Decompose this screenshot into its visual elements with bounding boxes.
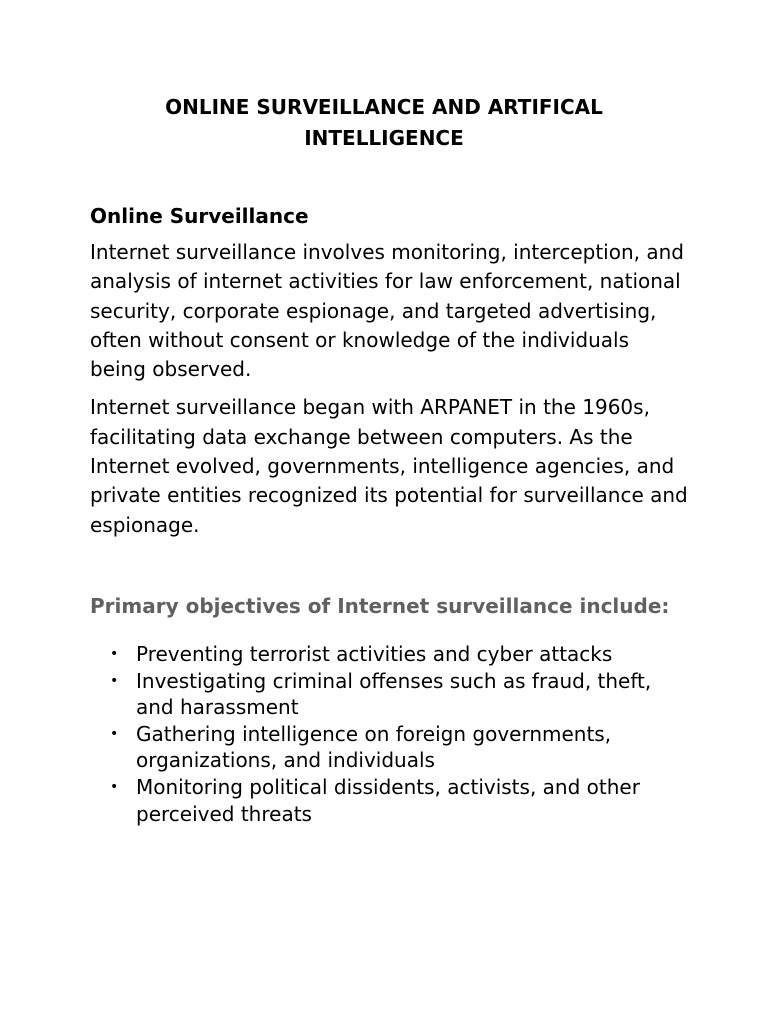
document-title: ONLINE SURVEILLANCE AND ARTIFICAL INTELLIGENCE bbox=[165, 95, 603, 150]
objectives-heading: Primary objectives of Internet surveillance include: bbox=[90, 593, 670, 618]
paragraph-1: Internet surveillance involves monitoring, interception, and analysis of internet activities for law enforcement, national security, corporate espionage, and targeted advertising, often without consent or knowledge of the individuals being observed. bbox=[90, 240, 684, 382]
paragraph-2: Internet surveillance began with ARPANET in the 1960s, facilitating data exchange between computers. As the Internet evolved, governments, intelligence agencies, and private entities recognized its potential for surveillance and espionage. bbox=[90, 395, 688, 537]
objectives-list bbox=[90, 641, 690, 827]
list-item-text: Preventing terrorist activities and cyber attacks bbox=[136, 641, 613, 666]
list-item bbox=[90, 668, 690, 721]
list-item-text: Monitoring political dissidents, activists, and other perceived threats bbox=[136, 774, 640, 826]
document-page bbox=[90, 92, 690, 827]
section-heading: Online Surveillance bbox=[90, 204, 309, 228]
list-item bbox=[90, 641, 690, 668]
list-item-text: Gathering intelligence on foreign governments, organizations, and individuals bbox=[136, 721, 612, 773]
bullet-icon: • bbox=[110, 725, 119, 742]
list-item bbox=[90, 721, 690, 774]
bullet-icon: • bbox=[110, 672, 119, 689]
list-item-text: Investigating criminal offenses such as fraud, theft, and harassment bbox=[136, 668, 652, 720]
list-item bbox=[90, 774, 690, 827]
bullet-icon: • bbox=[110, 645, 119, 662]
bullet-icon: • bbox=[110, 778, 119, 795]
